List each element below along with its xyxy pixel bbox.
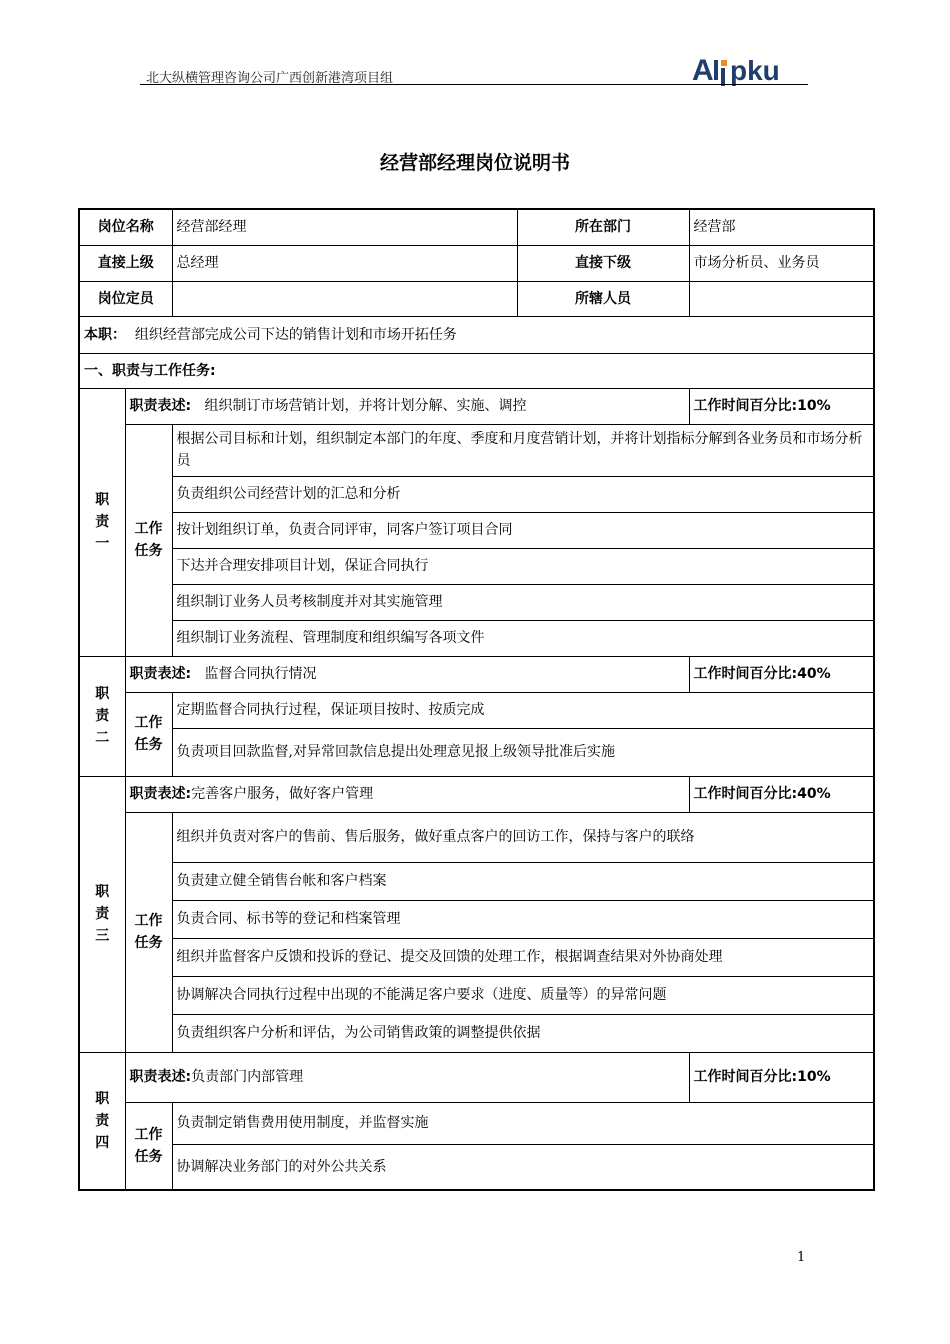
duty-3-label: 职 责 三	[79, 776, 125, 1052]
superior-value: 总经理	[172, 245, 517, 281]
duty-2-statement: 职责表述: 监督合同执行情况	[125, 656, 689, 692]
duty-1-task-3: 按计划组织订单，负责合同评审，同客户签订项目合同	[172, 512, 874, 548]
header-divider	[140, 84, 808, 85]
page-number: 1	[797, 1250, 806, 1265]
duty-1-label: 职 责 一	[79, 388, 125, 656]
duty-3-statement: 职责表述:完善客户服务，做好客户管理	[125, 776, 689, 812]
mission-label: 本职：	[84, 326, 126, 343]
duty-1-task-6: 组织制订业务流程、管理制度和组织编写各项文件	[172, 620, 874, 656]
dept-value: 经营部	[689, 209, 874, 245]
duty-3-percent: 工作时间百分比:40%	[689, 776, 874, 812]
header-company: 北大纵横管理咨询公司广西创新港湾项目组	[146, 71, 394, 86]
subordinate-label: 直接下级	[517, 245, 689, 281]
headcount-value	[172, 281, 517, 316]
section-heading: 一、职责与工作任务:	[79, 353, 874, 388]
duty-3-task-6: 负责组织客户分析和评估，为公司销售政策的调整提供依据	[172, 1014, 874, 1052]
subordinate-value: 市场分析员、业务员	[689, 245, 874, 281]
job-description-table	[78, 208, 875, 1191]
svg-text:A: A	[692, 54, 714, 86]
mission-row	[79, 316, 874, 353]
staff-value	[689, 281, 874, 316]
document-title: 经营部经理岗位说明书	[379, 152, 570, 174]
duty-4-label: 职 责 四	[79, 1052, 125, 1190]
superior-label: 直接上级	[79, 245, 172, 281]
duty-4-percent: 工作时间百分比:10%	[689, 1052, 874, 1102]
duty-1-percent: 工作时间百分比:10%	[689, 388, 874, 424]
duty-3-task-1: 组织并负责对客户的售前、售后服务，做好重点客户的回访工作，保持与客户的联络	[172, 812, 874, 862]
duty-1-task-4: 下达并合理安排项目计划，保证合同执行	[172, 548, 874, 584]
duty-1-work-label: 工作 任务	[125, 424, 172, 656]
duty-4-task-2: 协调解决业务部门的对外公共关系	[172, 1144, 874, 1190]
mission-text: 组织经营部完成公司下达的销售计划和市场开拓任务	[134, 326, 457, 343]
duty-3-task-5: 协调解决合同执行过程中出现的不能满足客户要求（进度、质量等）的异常问题	[172, 976, 874, 1014]
duty-2-work-label: 工作 任务	[125, 692, 172, 776]
position-value: 经营部经理	[172, 209, 517, 245]
duty-2-task-2: 负责项目回款监督,对异常回款信息提出处理意见报上级领导批准后实施	[172, 728, 874, 776]
duty-3-work-label: 工作 任务	[125, 812, 172, 1052]
staff-label: 所辖人员	[517, 281, 689, 316]
duty-4-statement: 职责表述:负责部门内部管理	[125, 1052, 689, 1102]
headcount-label: 岗位定员	[79, 281, 172, 316]
duty-3-task-4: 组织并监督客户反馈和投诉的登记、提交及回馈的处理工作，根据调查结果对外协商处理	[172, 938, 874, 976]
duty-1-task-2: 负责组织公司经营计划的汇总和分析	[172, 476, 874, 512]
position-label: 岗位名称	[79, 209, 172, 245]
duty-4-work-label: 工作 任务	[125, 1102, 172, 1190]
duty-2-task-1: 定期监督合同执行过程，保证项目按时、按质完成	[172, 692, 874, 728]
duty-1-task-1: 根据公司目标和计划，组织制定本部门的年度、季度和月度营销计划，并将计划指标分解到各业务员和市场分析员	[172, 424, 874, 476]
duty-2-percent: 工作时间百分比:40%	[689, 656, 874, 692]
dept-label: 所在部门	[517, 209, 689, 245]
svg-text:pku: pku	[730, 55, 780, 86]
duty-3-task-2: 负责建立健全销售台帐和客户档案	[172, 862, 874, 900]
company-logo	[690, 52, 808, 86]
duty-2-label: 职 责 二	[79, 656, 125, 776]
duty-4-task-1: 负责制定销售费用使用制度，并监督实施	[172, 1102, 874, 1144]
duty-3-task-3: 负责合同、标书等的登记和档案管理	[172, 900, 874, 938]
duty-1-task-5: 组织制订业务人员考核制度并对其实施管理	[172, 584, 874, 620]
duty-1-statement: 职责表述: 组织制订市场营销计划，并将计划分解、实施、调控	[125, 388, 689, 424]
